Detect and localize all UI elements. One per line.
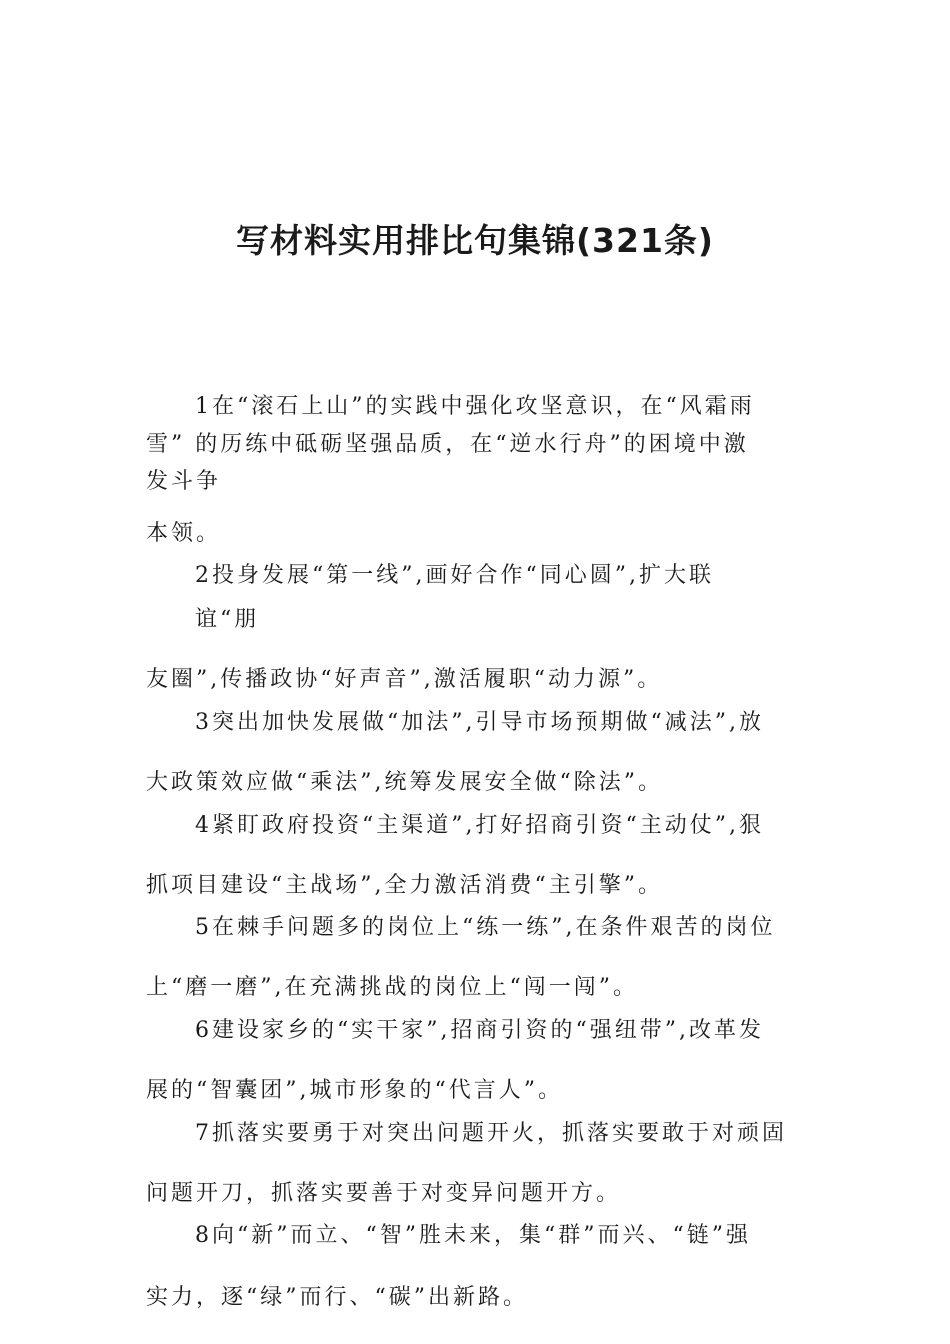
text-line: 发斗争 [146,469,222,494]
text-line: 7抓落实要勇于对突出问题开火，抓落实要敢于对顽固 [195,1121,787,1146]
document-title: 写材料实用排比句集锦(321条) [235,221,715,260]
text-line: 3突出加快发展做“加法”,引导市场预期做“减法”,放 [195,710,764,735]
text-line: 友圈”,传播政协“好声音”,激活履职“动力源”。 [146,667,663,692]
text-line: 1在“滚石上山”的实践中强化攻坚意识，在“风霜雨 [195,394,755,419]
text-line: 展的“智囊团”,城市形象的“代言人”。 [146,1078,563,1103]
text-line: 上“磨一磨”,在充满挑战的岗位上“闯一闯”。 [146,975,638,1000]
text-line: 抓项目建设“主战场”,全力激活消费“主引擎”。 [146,873,663,898]
text-line: 2投身发展“第一线”,画好合作“同心圆”,扩大联 [195,563,714,588]
text-line: 4紧盯政府投资“主渠道”,打好招商引资“主动仗”,狠 [195,813,764,838]
text-line: 实力，逐“绿”而行、“碳”出新路。 [146,1285,528,1310]
text-line: 大政策效应做“乘法”,统筹发展安全做“除法”。 [146,770,663,795]
text-line: 谊“朋 [195,607,260,632]
text-line: 问题开刀，抓落实要善于对变异问题开方。 [146,1181,622,1206]
text-line: 本领。 [146,521,222,546]
text-line: 8向“新”而立、“智”胜未来，集“群”而兴、“链”强 [195,1223,751,1248]
text-line: 5在棘手问题多的岗位上“练一练”,在条件艰苦的岗位 [195,915,776,940]
text-line: 6建设家乡的“实干家”,招商引资的“强纽带”,改革发 [195,1018,764,1043]
text-line: 雪” 的历练中砥砺坚强品质，在“逆水行舟”的困境中激 [146,432,749,457]
